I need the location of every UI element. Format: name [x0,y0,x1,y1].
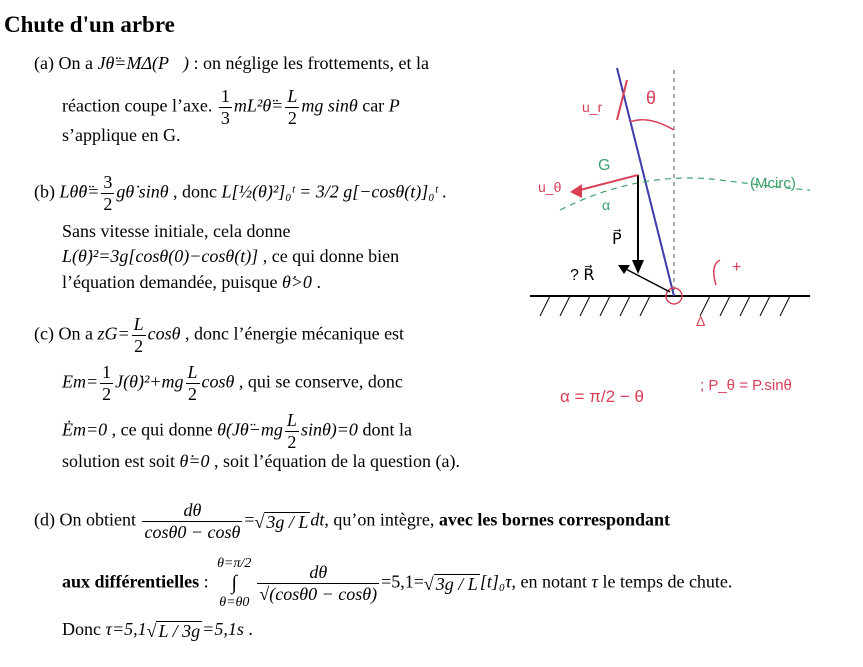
part-d-eq-3-right: =5,1s [202,619,244,639]
part-a-line-2 [62,86,414,128]
part-a-label: (a) On a [34,53,93,73]
part-d-line-1: (d) On obtient $\frac{d\theta}{\cos\theta 0 - \cos\theta}$ =√ 3g / L dt, qu’on intègre, avec les bornes correspondant [34,500,671,542]
part-a-text-4: s’applique en G. [62,125,181,145]
fraction-dtheta: $\frac{d\theta}{√(\cos\theta 0 - \cos\theta)}$ [259,562,378,605]
rotation-direction-arc [714,260,720,285]
reaction-vector-r [620,266,670,292]
part-c-text-3: , ce qui donne [111,419,213,440]
part-d-tau: τ [591,571,598,592]
part-d-frac-den: cosθ0 − cosθ [144,521,241,542]
part-d-text-3: , en notant [511,571,588,592]
part-c-eq-5: θ̇=0 [179,451,210,471]
fraction-three-halves: $\frac{3}{2}$ [103,172,113,214]
part-d-eq-2-mid: =5,1= [381,571,424,592]
falling-tree-diagram [520,60,860,420]
part-c-eq-2-mid: J(θ̇)²+mg [115,371,184,392]
part-b-text-6: . [316,272,321,292]
alpha-label: α [602,197,611,213]
part-c-line-4 [62,452,460,470]
p-vector-label: P⃗ [612,231,622,248]
u-theta-arrow-head [570,184,582,198]
circular-path-label: (Mcirc) [750,175,796,192]
fraction-l-over-2: $\frac{L}{2}$ [286,410,297,452]
weight-arrow-head [632,260,644,274]
part-d-int-top: θ=π/2 [217,556,252,571]
part-d-text-4: le temps de chute. [602,571,733,592]
part-d-sqrt-2: L / 3g [158,621,201,642]
alpha-equation: α = π/2 − θ [560,387,644,406]
part-d-eq-1-tail: dt [310,509,325,530]
part-b-eq-2: L[½(θ̇)²]₀ᵗ = 3/2 g[−cosθ(t)]₀ᵗ [221,181,438,202]
part-a-line-3 [62,126,180,144]
part-d-frac-num: dθ [142,500,242,522]
part-d-text-2: : [203,571,209,592]
ground-hatch [540,296,790,316]
part-c-eq-2-left: Em= [62,371,99,392]
part-b-text-2: . [442,181,447,202]
delta-axis-label: Δ [696,313,706,329]
sqrt-3g-over-l: √ 3g / L [254,511,309,532]
rotation-plus-label: + [732,259,742,276]
part-c-line-1 [34,314,404,356]
part-d-sqrt-1: 3g / L [266,511,309,532]
part-b-text-4: , ce qui donne bien [262,246,400,266]
part-c-eq-1-left: zG= [97,323,130,344]
fraction-one-third: $\frac{1}{3}$ [220,86,230,128]
part-d-text-1: , qu’on intègre, [324,509,435,530]
part-a-eq-2-left: mL²θ̈= [233,95,284,116]
part-b-eq-4: θ̇>0 [281,272,312,292]
part-a-line-1 [34,54,429,72]
part-b-text-5: l’équation demandée, puisque [62,272,278,292]
p-theta-equation: ; P_θ = P.sinθ [700,377,792,394]
part-a-eq-2-right: mg sinθ [301,95,358,116]
part-c-text-4: dont la [362,419,412,440]
part-b-eq-1-left: Lθ̇θ̈= [59,181,100,202]
theta-label: θ [646,88,657,108]
part-c-eq-3: Ėm=0 [62,419,108,440]
part-c-line-3 [62,410,412,452]
part-a-vec-p: P⃗ [388,95,414,116]
part-b-text-1: , donc [173,181,218,202]
fraction-l-over-2: $\frac{L}{2}$ [133,314,144,356]
part-b-line-3 [62,247,399,265]
part-b-line-4 [62,273,321,291]
sqrt-l-over-3g: √ L / 3g [146,621,201,642]
part-b-text-3: Sans vitesse initiale, cela donne [62,221,291,241]
part-b-line-1 [34,172,447,214]
theta-angle-arc [630,120,674,130]
part-d-line-3 [62,620,253,640]
part-c-label: (c) On a [34,323,93,344]
part-b-eq-3: L(θ̇)²=3g[cosθ(0)−cosθ(t)] [62,246,259,266]
part-d-line-2 [62,556,732,611]
part-c-text-5: solution est soit [62,451,176,471]
part-c-eq-1-right: cosθ [147,323,181,344]
part-d-eq-3-left: τ=5,1 [105,619,147,639]
part-d-label: (d) On obtient [34,509,136,530]
integral-bounds: θ=π/2 ∫ θ=θ0 [217,556,252,611]
part-d-bold-1: avec les bornes correspondant [438,509,671,530]
part-c-text-6: , soit l’équation de la question (a). [214,451,460,471]
part-b-label: (b) [34,181,55,202]
part-d-eq-2-tail: [t]₀τ [479,571,512,592]
fraction-l-over-2: $\frac{L}{2}$ [287,86,298,128]
part-d-text-5: Donc [62,619,101,639]
part-a-eq-1: Jθ̈=MΔ(P⃗) [97,53,189,73]
fraction-l-over-2: $\frac{L}{2}$ [187,362,198,404]
part-c-eq-4-right: sinθ)=0 [300,419,358,440]
part-c-text-2: , qui se conserve, donc [238,371,403,392]
part-c-eq-4-left: θ̇(Jθ̈−mg [217,419,283,440]
part-c-text-1: , donc l’énergie mécanique est [184,323,405,344]
part-a-text-3: car [362,95,385,116]
g-label: G [598,157,611,174]
part-d-int-bot: θ=θ0 [219,595,250,611]
part-a-text-1: : on néglige les frottements, et la [193,53,429,73]
page-title: Chute d'un arbre [4,12,175,37]
r-vector-label: ? R⃗ [570,267,595,284]
fraction-dtheta [142,500,242,542]
part-c-eq-2-right: cosθ [201,371,235,392]
part-a-text-2: réaction coupe l’axe. [62,95,213,116]
u-theta-label: u_θ [538,179,562,195]
part-d-text-6: . [248,619,253,639]
part-d-bold-2: aux différentielles [62,571,200,592]
fraction-one-half: $\frac{1}{2}$ [102,362,112,404]
u-r-label: u_r [582,99,603,115]
part-c-line-2 [62,362,403,404]
sqrt-3g-over-l: √ 3g / L [423,574,478,595]
part-b-eq-1-right: gθ̇ sinθ [116,181,169,202]
